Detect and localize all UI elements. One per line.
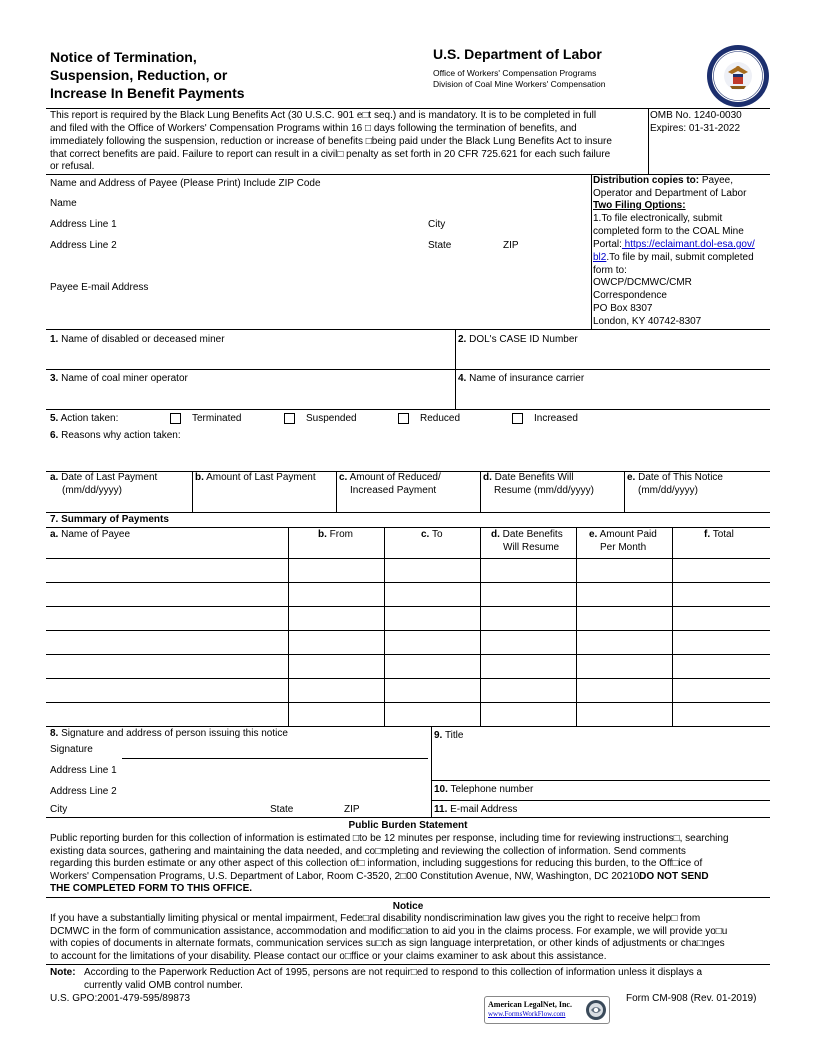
col-e-l1: Date of This Notice [635, 472, 723, 483]
notice-heading: Notice [392, 901, 424, 912]
field-6-label [50, 430, 181, 442]
notice-line-3: with copies of documents in alternate formats, communication services su□ch as sign language interpretation, or other kinds of adjustments or cha□nges [50, 938, 725, 949]
summary-col-d-text: Date Benefits [499, 529, 563, 540]
summary-col-d-2: Will Resume [503, 542, 560, 553]
summary-col-f-text: Total [710, 529, 734, 540]
field-1-text: Name of disabled or deceased miner [58, 334, 225, 345]
omb-number: OMB No. 1240-0030 [650, 110, 742, 121]
legalnet-url[interactable]: www.FormsWorkFlow.com [488, 1010, 566, 1018]
filing-option-1-line-2: completed form to the COAL Mine [593, 226, 744, 237]
issuer-zip-label: ZIP [344, 804, 360, 815]
summary-col-c [421, 529, 443, 541]
form-title-line-2: Suspension, Reduction, or [50, 67, 228, 83]
office-name: Office of Workers' Compensation Programs [433, 68, 597, 78]
summary-col-a [50, 529, 130, 541]
table-row[interactable] [47, 703, 769, 725]
payee-city-label: City [428, 219, 446, 230]
amount-reduced-label-2: Increased Payment [350, 485, 437, 496]
payee-city-field[interactable] [452, 217, 588, 231]
field-6-number: 6. [50, 430, 59, 441]
field-11-label [434, 804, 517, 816]
summary-col-e [589, 529, 657, 541]
payee-state-label: State [428, 240, 452, 251]
summary-col-f [704, 529, 734, 541]
field-4-number: 4. [458, 373, 467, 384]
increased-checkbox[interactable] [512, 413, 523, 424]
field-3-label [50, 373, 188, 385]
summary-col-e-key: e. [589, 529, 598, 540]
summary-col-c-key: c. [421, 529, 430, 540]
field-2-text: DOL's CASE ID Number [466, 334, 578, 345]
field-8-text: Signature and address of person issuing this notice [58, 728, 288, 739]
distribution-heading-rest: Payee, [699, 175, 734, 186]
amount-last-payment-label [195, 472, 316, 484]
payee-zip-field[interactable] [522, 238, 588, 252]
payee-zip-label: ZIP [503, 240, 519, 251]
issuer-address1-field[interactable] [130, 763, 428, 777]
legalnet-logo[interactable] [484, 996, 610, 1024]
filing-option-portal-line [593, 239, 755, 251]
col-d-key: d. [483, 472, 492, 483]
field-4-text: Name of insurance carrier [466, 373, 585, 384]
table-row[interactable] [47, 631, 769, 654]
portal-link-continued[interactable]: bl2 [593, 252, 607, 263]
date-notice-label [627, 472, 723, 484]
summary-col-e-text: Amount Paid [597, 529, 657, 540]
issuer-email-field[interactable] [520, 802, 766, 816]
summary-col-d [491, 529, 563, 541]
form-number: Form CM-908 (Rev. 01-2019) [626, 993, 757, 1004]
notice-line-1: If you have a substantially limiting physical or mental impairment, Fede□ral disability nondiscrimination law gives you the right to receive help□ from [50, 913, 701, 924]
issuer-city-field[interactable] [74, 802, 264, 816]
field-8-number: 8. [50, 728, 59, 739]
payee-heading: Name and Address of Payee (Please Print) Include ZIP Code [50, 178, 321, 189]
field-8-label [50, 728, 288, 740]
note-line-1: According to the Paperwork Reduction Act of 1995, persons are not requir□ed to respond to this collection of information unless it displays a [84, 967, 703, 978]
field-3-text: Name of coal miner operator [58, 373, 188, 384]
date-resume-label [483, 472, 574, 484]
note-label: Note: [50, 967, 76, 978]
globe-icon [585, 999, 607, 1021]
col-b-l1: Amount of Last Payment [203, 472, 316, 483]
distribution-heading [593, 175, 733, 187]
field-9-number: 9. [434, 730, 443, 741]
field-3-number: 3. [50, 373, 59, 384]
division-name: Division of Coal Mine Workers' Compensation [433, 79, 606, 89]
mail-address-line-1: OWCP/DCMWC/CMR [593, 277, 692, 288]
summary-col-a-text: Name of Payee [58, 529, 131, 540]
issuer-city-label: City [50, 804, 68, 815]
gpo-number: U.S. GPO:2001-479-595/89873 [50, 993, 191, 1004]
field-11-text: E-mail Address [447, 804, 518, 815]
field-2-number: 2. [458, 334, 467, 345]
burden-heading: Public Burden Statement [348, 820, 468, 831]
insurance-carrier-field[interactable] [458, 387, 766, 407]
issuer-address1-label: Address Line 1 [50, 765, 117, 776]
col-c-l1: Amount of Reduced/ [347, 472, 441, 483]
burden-line-4 [50, 871, 709, 883]
field-1-number: 1. [50, 334, 59, 345]
department-name: U.S. Department of Labor [433, 46, 602, 62]
filing-options-heading: Two Filing Options: [593, 200, 686, 211]
distribution-heading-bold: Distribution copies to: [593, 175, 700, 186]
payee-address2-field[interactable] [130, 238, 420, 252]
filing-option-2-line-2: form to: [593, 265, 627, 276]
suspended-label: Suspended [306, 413, 357, 424]
burden-line-1: Public reporting burden for this collection of information is estimated □to be 12 minutes per response, including time for reviewing instructions□, searching [50, 833, 729, 844]
form-title-line-3: Increase In Benefit Payments [50, 85, 245, 101]
payee-name-field[interactable] [90, 196, 420, 210]
intro-line-2: and filed with the Office of Workers' Compensation Programs within 16 □ days following the termination of benefits, and [50, 123, 577, 134]
summary-col-e-2: Per Month [600, 542, 647, 553]
burden-line-4-text: Workers' Compensation Programs, U.S. Department of Labor, Room C-3520, 2□00 Constitution Avenue, NW, Washington, DC 20210 [50, 871, 640, 882]
portal-link[interactable]: https://eclaimant.dol-esa.gov/ [621, 239, 755, 250]
summary-col-b-text: From [326, 529, 353, 540]
date-last-payment-label [50, 472, 157, 484]
payee-address1-label: Address Line 1 [50, 219, 117, 230]
intro-line-1: This report is required by the Black Lung Benefits Act (30 U.S.C. 901 e□t seq.) and is mandatory. It is to be completed in full [50, 110, 597, 121]
issuer-address2-label: Address Line 2 [50, 786, 117, 797]
field-5-text: Action taken: [58, 413, 119, 424]
col-a-l1: Date of Last Payment [58, 472, 158, 483]
intro-line-4: that correct benefits are paid. Failure to report can result in a civil□ penalty as set forth in 20 CFR 725.621 for each such failure [50, 149, 611, 160]
table-row[interactable] [47, 607, 769, 630]
field-11-number: 11. [434, 804, 448, 815]
col-d-l1: Date Benefits Will [491, 472, 574, 483]
signature-field[interactable] [122, 742, 428, 757]
filing-option-2-text: .To file by mail, submit completed [606, 252, 754, 263]
summary-heading: 7. Summary of Payments [50, 514, 169, 525]
field-10-text: Telephone number [447, 784, 534, 795]
table-row[interactable] [47, 655, 769, 678]
mail-address-line-2: Correspondence [593, 290, 667, 301]
col-b-key: b. [195, 472, 204, 483]
notice-line-4: to account for the limitations of your disability. Please contact our o□ffice or your claims examiner to ask about this assistance. [50, 951, 607, 962]
increased-label: Increased [534, 413, 578, 424]
operator-name-field[interactable] [50, 387, 450, 407]
dol-seal-icon [706, 44, 770, 108]
table-row[interactable] [47, 679, 769, 702]
field-9-text: Title [442, 730, 464, 741]
payee-name-label: Name [50, 198, 77, 209]
field-10-label [434, 784, 533, 796]
field-2-label [458, 334, 578, 346]
summary-col-d-key: d. [491, 529, 500, 540]
issuer-address2-field[interactable] [130, 784, 428, 798]
field-1-label [50, 334, 225, 346]
field-9-label [434, 730, 463, 742]
burden-line-3: regarding this burden estimate or any other aspect of this collection of□ information, including suggestions for reducing this burden, to the Off□ice of [50, 858, 703, 869]
reasons-field[interactable] [50, 444, 766, 468]
field-10-number: 10. [434, 784, 448, 795]
col-a-key: a. [50, 472, 59, 483]
amount-reduced-label [339, 472, 441, 484]
form-title-line-1: Notice of Termination, [50, 49, 197, 65]
col-c-key: c. [339, 472, 348, 483]
case-id-field[interactable] [458, 348, 766, 368]
filing-option-1-line-1: 1.To file electronically, submit [593, 213, 723, 224]
field-5-number: 5. [50, 413, 59, 424]
summary-col-b [318, 529, 353, 541]
reduced-label: Reduced [420, 413, 461, 424]
omb-expiration: Expires: 01-31-2022 [650, 123, 741, 134]
note-line-2: currently valid OMB control number. [84, 980, 243, 991]
notice-line-2: DCMWC in the form of communication assistance, accommodation and modific□ation to aid you in the claims process. For example, we will provide yo□u [50, 926, 728, 937]
filing-option-2-line [593, 252, 754, 264]
payee-email-label: Payee E-mail Address [50, 282, 149, 293]
date-resume-label-2: Resume (mm/dd/yyyy) [494, 485, 595, 496]
issuer-title-field[interactable] [434, 744, 766, 778]
burden-bold-line: THE COMPLETED FORM TO THIS OFFICE. [50, 883, 253, 894]
distribution-line-2: Operator and Department of Labor [593, 188, 747, 199]
date-last-payment-label-2: (mm/dd/yyyy) [62, 485, 122, 496]
mail-address-line-4: London, KY 40742-8307 [593, 316, 702, 327]
payee-address1-field[interactable] [130, 217, 420, 231]
field-6-text: Reasons why action taken: [58, 430, 181, 441]
burden-line-2: existing data sources, gathering and maintaining the data needed, and co□mpleting and reviewing the collection of information. Send comments [50, 846, 686, 857]
terminated-checkbox[interactable] [170, 413, 181, 424]
payee-state-field[interactable] [458, 238, 498, 252]
miner-name-field[interactable] [50, 348, 450, 368]
signature-label: Signature [50, 744, 93, 755]
portal-label: Portal: [593, 239, 622, 250]
intro-line-3: immediately following the suspension, reduction or increase of benefits □being paid under the Black Lung Benefits Act to insure [50, 136, 612, 147]
table-row[interactable] [47, 559, 769, 582]
burden-do-not-send: DO NOT SEND [639, 871, 709, 882]
col-e-key: e. [627, 472, 636, 483]
issuer-state-label: State [270, 804, 294, 815]
payee-email-field[interactable] [160, 280, 588, 294]
telephone-field[interactable] [560, 782, 766, 797]
issuer-state-field[interactable] [298, 802, 338, 816]
reduced-checkbox[interactable] [398, 413, 409, 424]
date-notice-label-2: (mm/dd/yyyy) [638, 485, 698, 496]
table-row[interactable] [47, 583, 769, 606]
field-5-label [50, 413, 118, 425]
summary-col-b-key: b. [318, 529, 327, 540]
intro-line-5: or refusal. [50, 161, 95, 172]
issuer-zip-field[interactable] [364, 802, 428, 816]
mail-address-line-3: PO Box 8307 [593, 303, 653, 314]
payee-address2-label: Address Line 2 [50, 240, 117, 251]
suspended-checkbox[interactable] [284, 413, 295, 424]
legalnet-name: American LegalNet, Inc. [488, 1000, 572, 1009]
terminated-label: Terminated [192, 413, 242, 424]
summary-col-a-key: a. [50, 529, 59, 540]
summary-col-c-text: To [429, 529, 443, 540]
summary-col-f-key: f. [704, 529, 711, 540]
field-4-label [458, 373, 584, 385]
